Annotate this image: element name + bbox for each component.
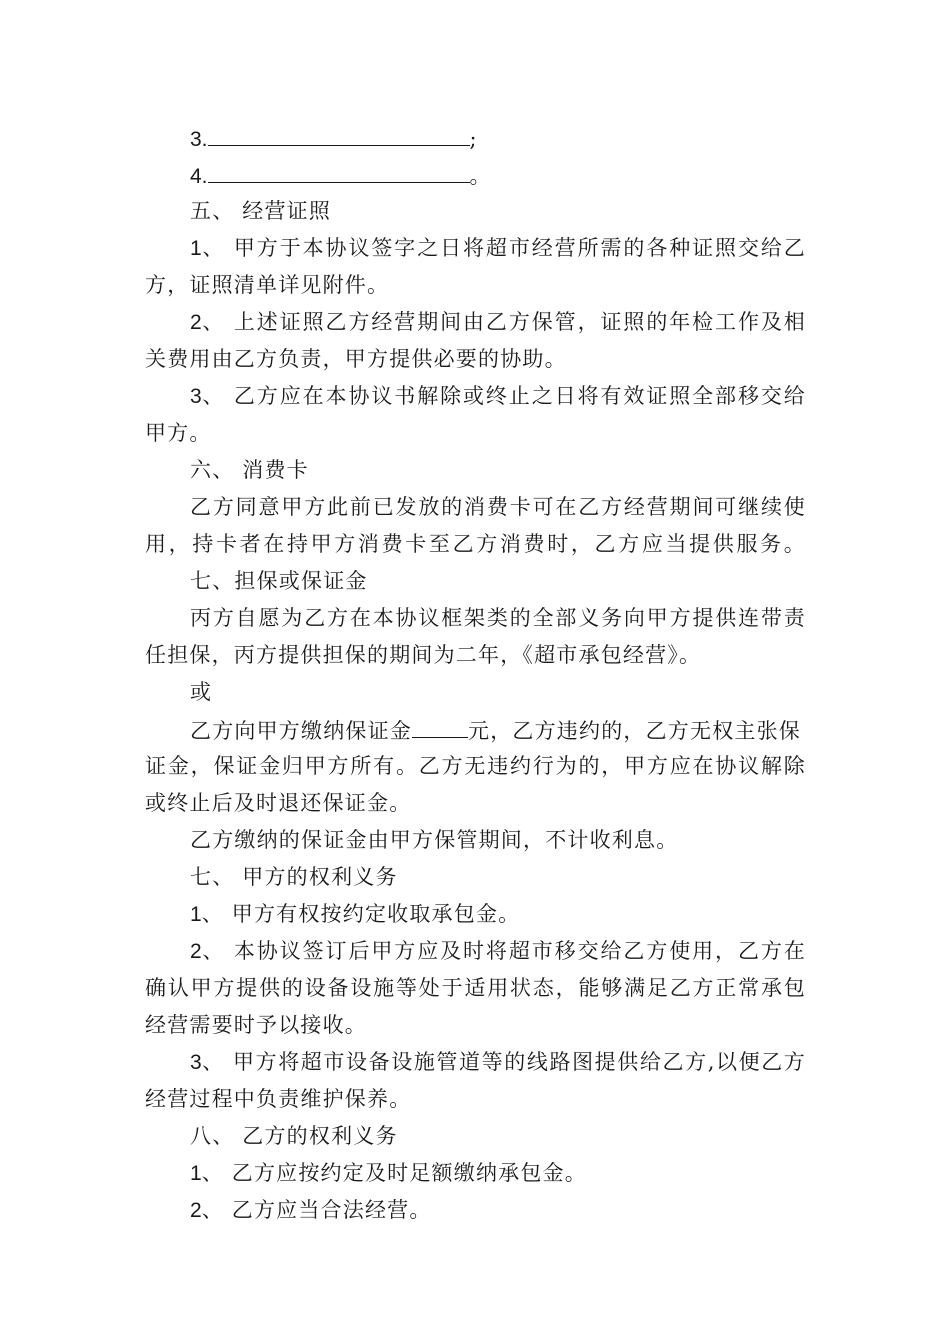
list-item-3: 3. ; bbox=[190, 123, 478, 154]
paragraph-line: 或 bbox=[190, 680, 213, 704]
paragraph-line: 乙方同意甲方此前已发放的消费卡可在乙方经营期间可继续使 bbox=[190, 495, 806, 519]
paragraph-line: 关费用由乙方负责，甲方提供必要的协助。 bbox=[145, 347, 567, 371]
paragraph-line: 1、 乙方应按约定及时足额缴纳承包金。 bbox=[190, 1161, 587, 1185]
section-heading-7: 七、担保或保证金 bbox=[190, 569, 368, 593]
section-heading-8: 八、 乙方的权利义务 bbox=[190, 1124, 398, 1148]
list-item-4: 4. 。 bbox=[190, 160, 492, 191]
paragraph-line: 丙方自愿为乙方在本协议框架类的全部义务向甲方提供连带责 bbox=[190, 606, 806, 630]
paragraph-line: 或终止后及时退还保证金。 bbox=[145, 791, 412, 815]
fill-blank bbox=[208, 123, 470, 146]
paragraph-line: 乙方缴纳的保证金由甲方保管期间，不计收利息。 bbox=[190, 828, 679, 852]
fill-blank bbox=[208, 160, 470, 183]
section-heading-6: 六、 消费卡 bbox=[190, 458, 309, 482]
paragraph-line: 经营需要时予以接收。 bbox=[145, 1013, 367, 1037]
paragraph-line: 2、 乙方应当合法经营。 bbox=[190, 1198, 432, 1222]
paragraph-line: 经营过程中负责维护保养。 bbox=[145, 1087, 412, 1111]
paragraph-line: 2、 本协议签订后甲方应及时将超市移交给乙方使用，乙方在 bbox=[190, 939, 806, 963]
paragraph-line: 证金，保证金归甲方所有。乙方无违约行为的，甲方应在协议解除 bbox=[145, 754, 806, 778]
section-heading-7b: 七、 甲方的权利义务 bbox=[190, 865, 398, 889]
paragraph-line: 确认甲方提供的设备设施等处于适用状态，能够满足乙方正常承包 bbox=[145, 976, 806, 1000]
fill-blank bbox=[412, 715, 468, 738]
paragraph-line: 甲方。 bbox=[145, 421, 212, 445]
paragraph-line: 乙方向甲方缴纳保证金 元，乙方违约的，乙方无权主张保 bbox=[190, 715, 801, 745]
paragraph-line: 方，证照清单详见附件。 bbox=[145, 273, 390, 297]
paragraph-line: 用，持卡者在持甲方消费卡至乙方消费时，乙方应当提供服务。 bbox=[145, 532, 806, 556]
section-heading-5: 五、 经营证照 bbox=[190, 199, 332, 223]
paragraph-line: 任担保，丙方提供担保的期间为二年，《超市承包经营》。 bbox=[145, 643, 702, 667]
paragraph-line: 2、 上述证照乙方经营期间由乙方保管，证照的年检工作及相 bbox=[190, 310, 806, 334]
paragraph-line: 1、 甲方于本协议签字之日将超市经营所需的各种证照交给乙 bbox=[190, 236, 806, 260]
paragraph-line: 3、 乙方应在本协议书解除或终止之日将有效证照全部移交给 bbox=[190, 384, 806, 408]
paragraph-line: 1、 甲方有权按约定收取承包金。 bbox=[190, 902, 521, 926]
paragraph-line: 3、 甲方将超市设备设施管道等的线路图提供给乙方,以便乙方 bbox=[190, 1050, 806, 1074]
